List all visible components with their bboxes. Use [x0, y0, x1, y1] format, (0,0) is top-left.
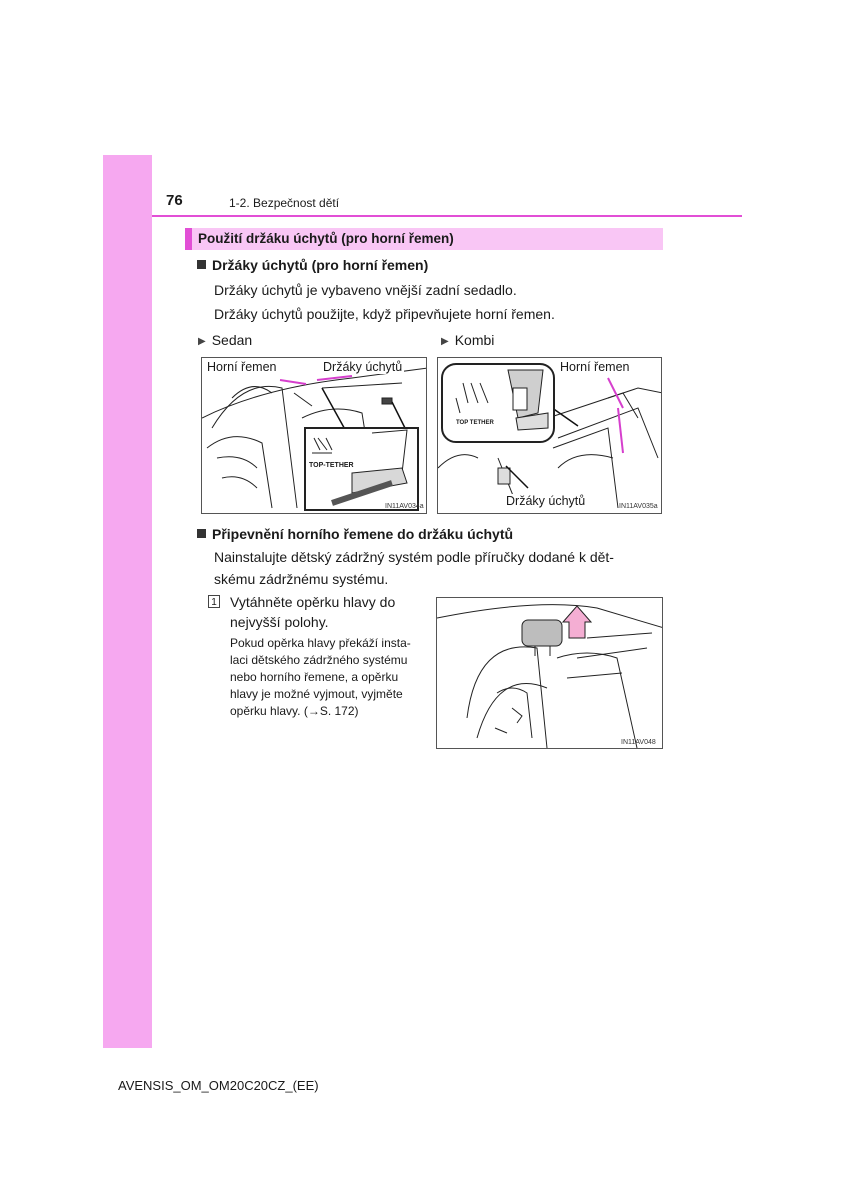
- page-number: 76: [166, 192, 183, 209]
- heading-attach-strap: Připevnění horního řemene do držáku úchytů: [197, 526, 513, 542]
- figure-code: IN11AV034a: [385, 503, 424, 510]
- document-footer: AVENSIS_OM_OM20C20CZ_(EE): [118, 1078, 319, 1093]
- section-title: 1-2. Bezpečnost dětí: [229, 196, 340, 210]
- heading-anchor-brackets: Držáky úchytů (pro horní řemen): [197, 257, 428, 273]
- sedan-illustration: [201, 357, 427, 514]
- paragraph-line: Nainstalujte dětský zádržný systém podle příručky dodané k dět-: [214, 549, 614, 565]
- label-anchor-brackets: Držáky úchytů: [506, 494, 586, 508]
- headrest-illustration: [436, 597, 663, 749]
- topic-title: Použití držáku úchytů (pro horní řemen): [198, 231, 454, 246]
- triangle-right-icon: ▶: [198, 336, 206, 347]
- headrest-drawing: [437, 598, 663, 749]
- topic-title-box: [185, 228, 663, 250]
- label-top-strap: Horní řemen: [207, 360, 277, 374]
- note-line: nebo horního řemene, a opěrku: [230, 670, 399, 684]
- triangle-right-icon: ▶: [441, 336, 449, 347]
- kombi-drawing: [438, 358, 662, 514]
- top-tether-badge: TOP-TETHER: [309, 462, 354, 469]
- chapter-side-tab: [103, 155, 152, 1048]
- note-line: Pokud opěrka hlavy překáží insta-: [230, 636, 411, 650]
- figure-code: IN11AV048: [621, 739, 656, 746]
- sedan-drawing: [202, 358, 427, 514]
- square-bullet-icon: [197, 529, 206, 538]
- note-line: hlavy je možné vyjmout, vyjměte: [230, 687, 403, 701]
- label-top-strap: Horní řemen: [560, 360, 630, 374]
- kombi-caption: ▶ Kombi: [441, 332, 495, 348]
- kombi-illustration: [437, 357, 662, 514]
- note-line: opěrku hlavy. (→S. 172): [230, 704, 359, 718]
- label-anchor-brackets: Držáky úchytů: [323, 360, 403, 374]
- header-rule: [152, 215, 742, 217]
- square-bullet-icon: [197, 260, 206, 269]
- figure-code: IN11AV035a: [619, 503, 658, 510]
- sedan-caption: ▶ Sedan: [198, 332, 253, 348]
- paragraph-line: Držáky úchytů je vybaveno vnější zadní sedadlo.: [214, 282, 517, 298]
- paragraph-line: skému zádržnému systému.: [214, 571, 389, 587]
- paragraph-line: Držáky úchytů použijte, když připevňujete horní řemen.: [214, 306, 555, 322]
- note-line: laci dětského zádržného systému: [230, 653, 408, 667]
- top-tether-badge: TOP TETHER: [456, 420, 494, 426]
- step-text: nejvyšší polohy.: [230, 614, 329, 630]
- step-text: Vytáhněte opěrku hlavy do: [230, 594, 396, 610]
- step-number-box: 1: [208, 595, 220, 608]
